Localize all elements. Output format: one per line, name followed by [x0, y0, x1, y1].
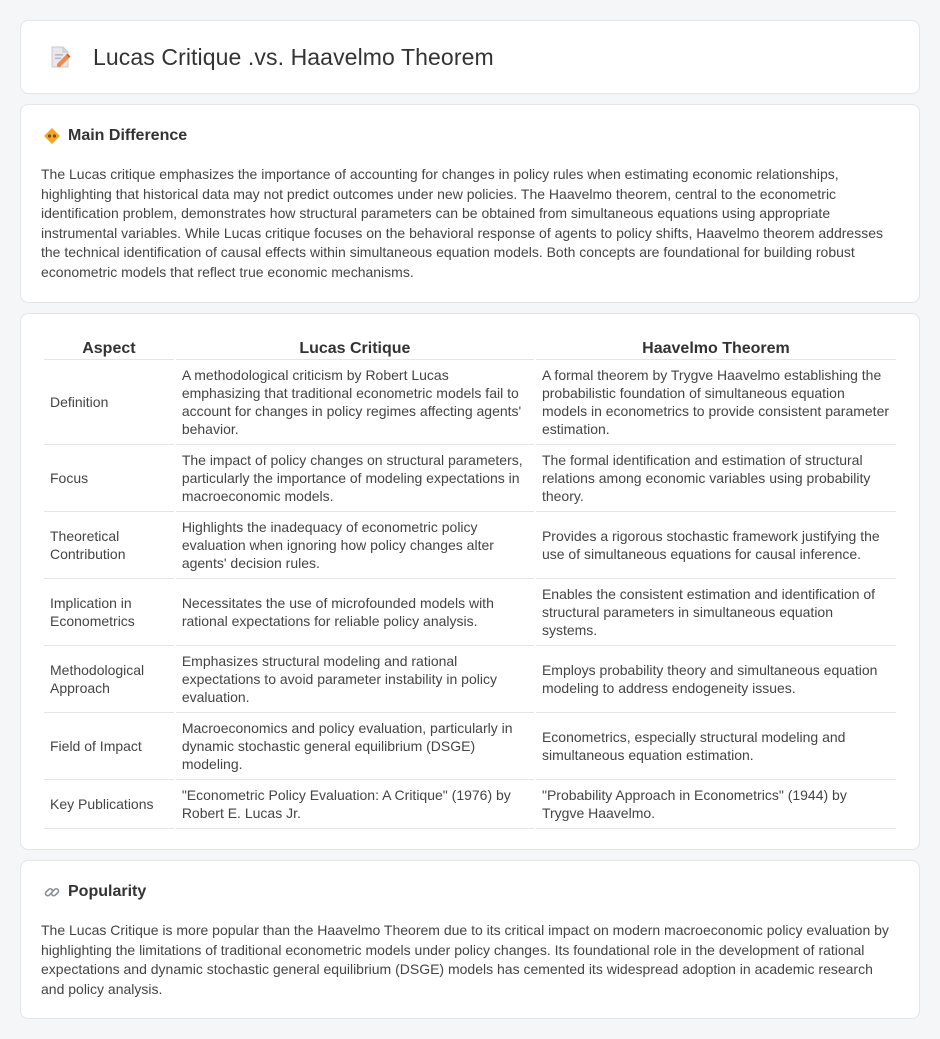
popularity-text: The Lucas Critique is more popular than the Haavelmo Theorem due to its critical impact on modern macroeconomic policy evaluation by highlighting the limitations of traditional econometric models under policy changes. Its foundational role in the development of rational expectations and dynamic stochastic general equilibrium (DSGE) models has cemented its widespread adoption in academic research and policy analysis.: [41, 922, 889, 997]
haavelmo-cell: "Probability Approach in Econometrics" (1944) by Trygve Haavelmo.: [536, 780, 896, 829]
haavelmo-cell: Econometrics, especially structural modeling and simultaneous equation estimation.: [536, 713, 896, 780]
table-row: [44, 646, 896, 713]
lucas-cell: Macroeconomics and policy evaluation, particularly in dynamic stochastic general equilibrium (DSGE) modeling.: [176, 713, 534, 780]
table-row: [44, 360, 896, 445]
header-card: [20, 20, 920, 94]
haavelmo-cell: The formal identification and estimation of structural relations among economic variables using probability theory.: [536, 445, 896, 512]
link-icon: [43, 883, 61, 901]
main-difference-heading: [43, 127, 187, 145]
table-row: [44, 780, 896, 829]
popularity-heading: [43, 883, 146, 901]
haavelmo-cell: Provides a rigorous stochastic framework justifying the use of simultaneous equations for causal inference.: [536, 512, 896, 579]
aspect-cell: Field of Impact: [44, 713, 174, 780]
popularity-title: Popularity: [68, 883, 147, 900]
header-aspect: Aspect: [44, 334, 174, 360]
table-row: [44, 512, 896, 579]
table-row: [44, 579, 896, 646]
diamond-signs-icon: [43, 127, 61, 145]
table-header-row: [44, 334, 896, 360]
comparison-card: [20, 313, 920, 850]
lucas-cell: Emphasizes structural modeling and rational expectations to avoid parameter instability in policy evaluation.: [176, 646, 534, 713]
popularity-card: [20, 860, 920, 1019]
table-row: [44, 713, 896, 780]
header-haavelmo: Haavelmo Theorem: [536, 334, 896, 360]
aspect-cell: Focus: [44, 445, 174, 512]
haavelmo-cell: Employs probability theory and simultaneous equation modeling to address endogeneity issues.: [536, 646, 896, 713]
aspect-cell: Definition: [44, 360, 174, 445]
lucas-cell: Highlights the inadequacy of econometric policy evaluation when ignoring how policy changes alter agents' decision rules.: [176, 512, 534, 579]
haavelmo-cell: A formal theorem by Trygve Haavelmo establishing the probabilistic foundation of simultaneous equation models in econometrics to provide consistent parameter estimation.: [536, 360, 896, 445]
table-row: [44, 445, 896, 512]
lucas-cell: Necessitates the use of microfounded models with rational expectations for reliable policy analysis.: [176, 579, 534, 646]
aspect-cell: Implication in Econometrics: [44, 579, 174, 646]
aspect-cell: Methodological Approach: [44, 646, 174, 713]
lucas-cell: "Econometric Policy Evaluation: A Critique" (1976) by Robert E. Lucas Jr.: [176, 780, 534, 829]
main-difference-title: Main Difference: [68, 127, 188, 144]
haavelmo-cell: Enables the consistent estimation and identification of structural parameters in simultaneous equation systems.: [536, 579, 896, 646]
aspect-cell: Key Publications: [44, 780, 174, 829]
main-difference-card: [20, 104, 920, 303]
main-difference-text: The Lucas critique emphasizes the importance of accounting for changes in policy rules when estimating economic relationships, highlighting that historical data may not predict outcomes under new policies. The Haavelmo theorem, central to the econometric identification problem, demonstrates how structural parameters can be obtained from simultaneous equations using appropriate instrumental variables. While Lucas critique focuses on the behavioral response of agents to policy shifts, Haavelmo theorem addresses the technical identification of causal effects within simultaneous equation models. Both concepts are foundational for building robust econometric models that reflect true economic mechanisms.: [41, 166, 883, 280]
comparison-table: [42, 334, 898, 829]
document-edit-icon: [47, 44, 73, 70]
header-lucas: Lucas Critique: [176, 334, 534, 360]
page-title: Lucas Critique .vs. Haavelmo Theorem: [93, 43, 494, 70]
aspect-cell: Theoretical Contribution: [44, 512, 174, 579]
lucas-cell: The impact of policy changes on structural parameters, particularly the importance of modeling expectations in macroeconomic models.: [176, 445, 534, 512]
lucas-cell: A methodological criticism by Robert Lucas emphasizing that traditional econometric models fail to account for changes in policy regimes affecting agents' behavior.: [176, 360, 534, 445]
